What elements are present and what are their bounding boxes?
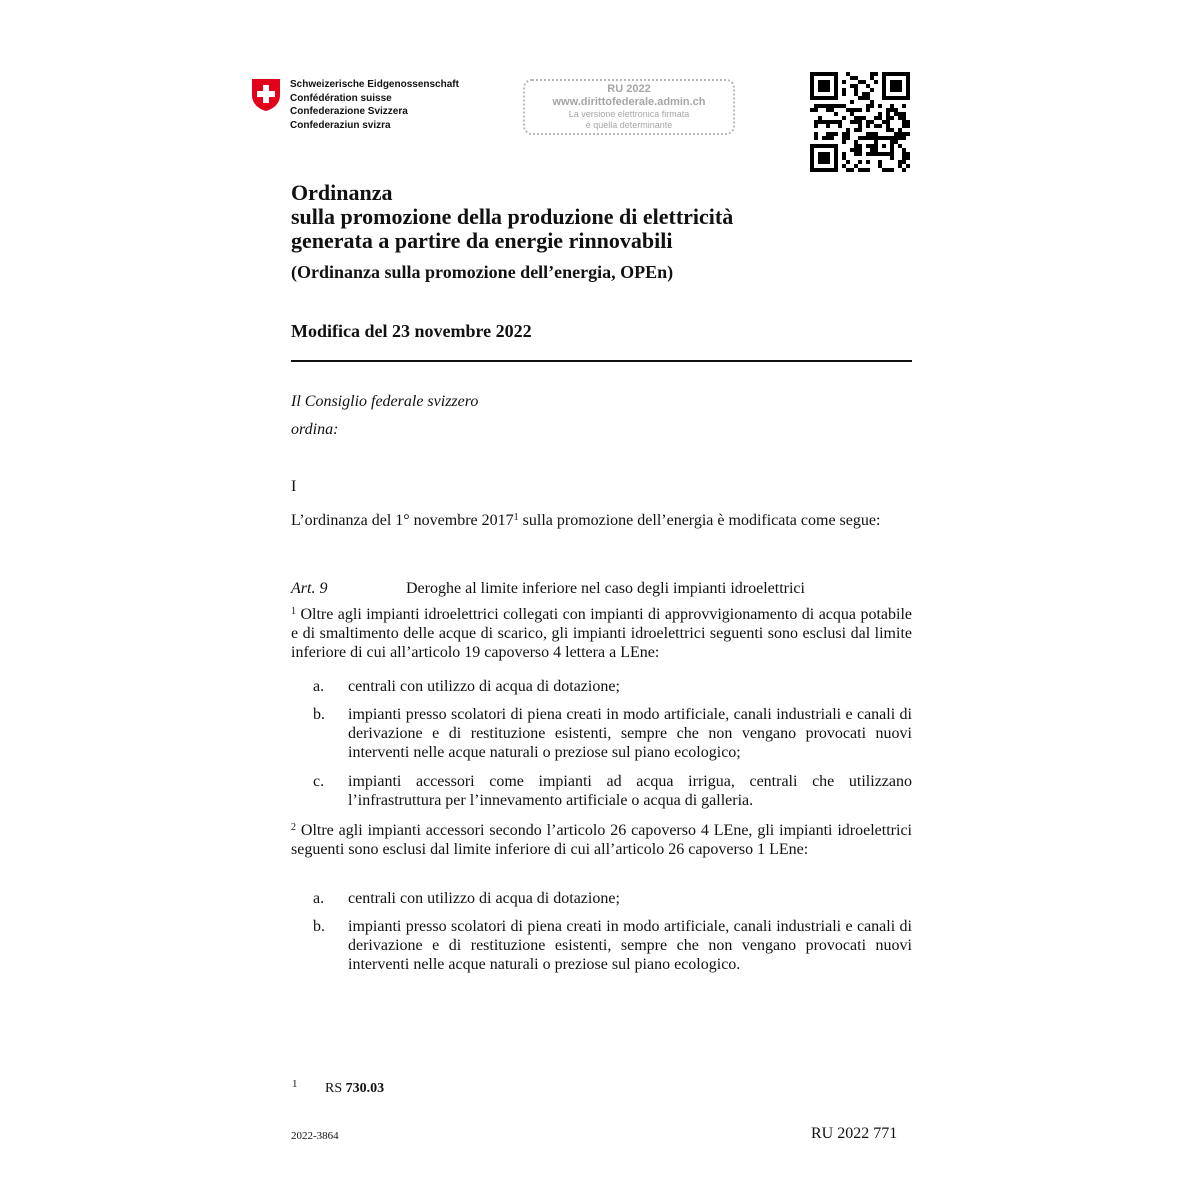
preamble-authority: Il Consiglio federale svizzero — [291, 393, 479, 410]
list-item-text: centrali con utilizzo di acqua di dotazione; — [348, 678, 620, 695]
preamble-decree: ordina: — [291, 421, 339, 438]
stamp-url[interactable]: www.dirittofederale.admin.ch — [552, 96, 706, 108]
confederation-line-it: Confederazione Svizzera — [290, 106, 408, 117]
footnote-number: 1 — [292, 1078, 298, 1090]
article-label: Art. 9 — [291, 580, 328, 597]
confederation-line-fr: Confédération suisse — [290, 92, 392, 104]
swiss-cross-icon — [251, 78, 281, 112]
paragraph-number: 2 — [291, 822, 296, 833]
list-item-text: impianti accessori come impianti ad acqua irrigua, centrali che utilizzano l’infrastruttura per l’innevamento artificiale o acqua di galleria. — [348, 773, 912, 809]
section-number: I — [291, 478, 297, 495]
document-short-title: (Ordinanza sulla promozione dell’energia, OPEn) — [291, 262, 674, 282]
electronic-version-stamp — [523, 79, 735, 135]
document-number: 2022-3864 — [291, 1130, 339, 1142]
article-paragraph-1 — [291, 605, 912, 662]
modification-date: Modifica del 23 novembre 2022 — [291, 321, 532, 341]
amendment-intro — [291, 511, 912, 530]
stamp-note-1: La versione elettronica firmata — [568, 109, 690, 119]
stamp-note-2: è quella determinante — [585, 120, 673, 130]
footnote-ref[interactable]: 1 — [513, 512, 519, 523]
list-letter: b. — [313, 706, 325, 723]
title-divider — [291, 360, 912, 362]
paragraph-text: Oltre agli impianti accessori secondo l’articolo 26 capoverso 4 LEne, gli impianti idroelettrici seguenti sono esclusi dal limite inferiore di cui all’articolo 26 capoverso 1 LEne: — [291, 822, 912, 858]
title-line-2: sulla promozione della produzione di elettricità — [291, 204, 734, 229]
amendment-intro-start: L’ordinanza del 1° novembre 2017 — [291, 512, 514, 529]
list-letter: c. — [313, 773, 325, 790]
title-line-3: generata a partire da energie rinnovabili — [291, 228, 673, 253]
official-reference: RU 2022 771 — [811, 1125, 898, 1142]
title-line-1: Ordinanza — [291, 180, 393, 205]
confederation-line-rm: Confederaziun svizra — [290, 119, 391, 131]
list-item-text: centrali con utilizzo di acqua di dotazione; — [348, 890, 620, 907]
list-item-text: impianti presso scolatori di piena creati in modo artificiale, canali industriali e canali di derivazione e di restituzione esistenti, sempre che non vengano provocati nuovi interventi nelle acque naturali o preziose sul piano ecologico; — [348, 706, 912, 761]
footnote-prefix: RS — [325, 1081, 346, 1096]
list-letter: a. — [313, 678, 325, 695]
stamp-ref: RU 2022 — [607, 83, 651, 95]
footnote-text — [325, 1080, 384, 1097]
article-paragraph-2 — [291, 821, 912, 859]
amendment-intro-end: sulla promozione dell’energia è modificata come segue: — [518, 512, 881, 529]
list-letter: a. — [313, 890, 325, 907]
paragraph-number: 1 — [291, 606, 296, 617]
list-letter: b. — [313, 918, 325, 935]
qr-code-icon — [810, 72, 910, 172]
paragraph-text: Oltre agli impianti idroelettrici collegati con impianti di approvvigionamento di acqua potabile e di smaltimento delle acque di scarico, gli impianti idroelettrici seguenti sono esclusi dal limite inferiore di cui all’articolo 19 capoverso 4 lettera a LEne: — [291, 606, 912, 661]
article-title: Deroghe al limite inferiore nel caso degli impianti idroelettrici — [406, 580, 805, 597]
list-item-text: impianti presso scolatori di piena creati in modo artificiale, canali industriali e canali di derivazione e di restituzione esistenti, sempre che non vengano provocati nuovi interventi nelle acque naturali o preziose sul piano ecologico. — [348, 918, 912, 973]
confederation-line-de: Schweizerische Eidgenossenschaft — [290, 79, 459, 90]
footnote-ref-number: 730.03 — [345, 1081, 385, 1096]
document-title — [291, 181, 733, 253]
confederation-names — [290, 78, 459, 132]
